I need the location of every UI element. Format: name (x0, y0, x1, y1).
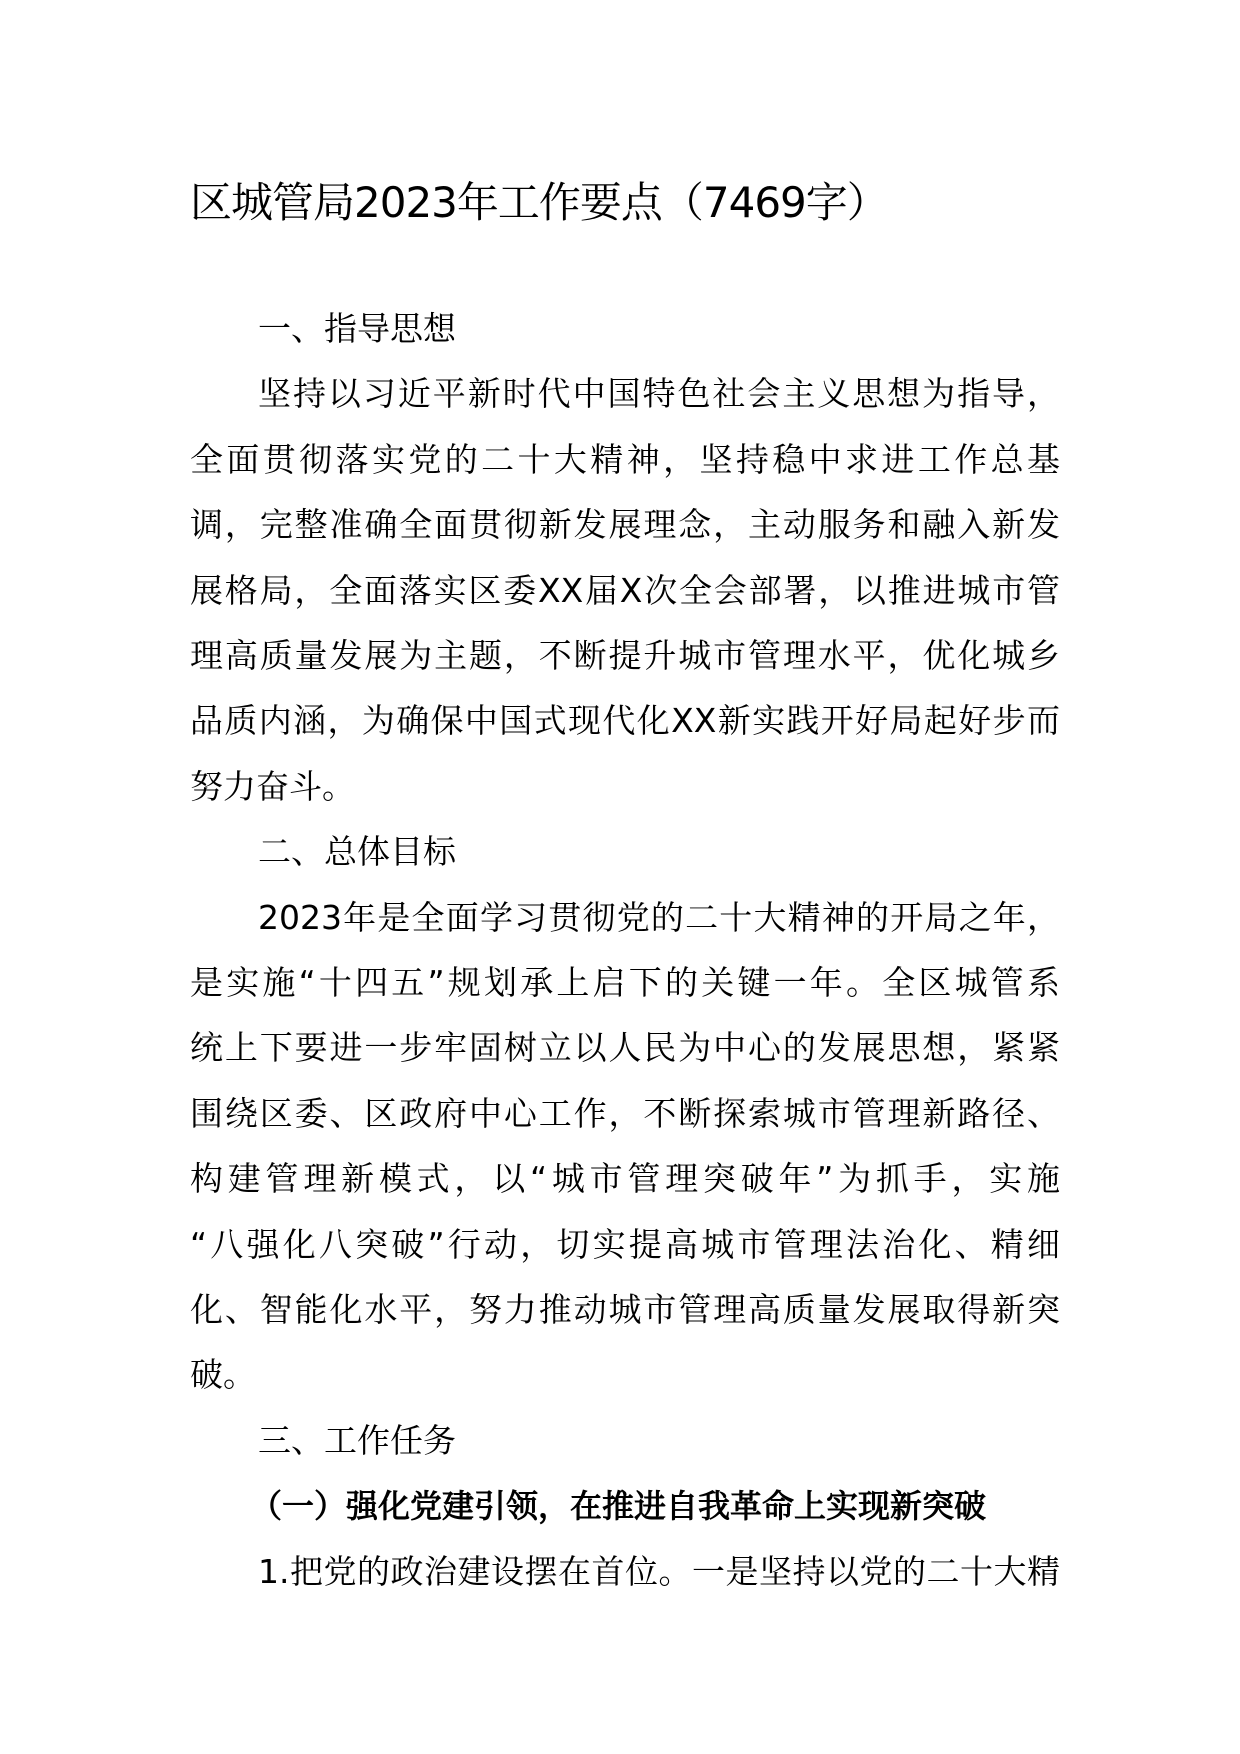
paragraph-line: “八强化八突破”行动，切实提高城市管理法治化、精细 (190, 1224, 1060, 1264)
paragraph-line: 2023年是全面学习贯彻党的二十大精神的开局之年， (258, 897, 1060, 937)
paragraph-line: 围绕区委、区政府中心工作，不断探索城市管理新路径、 (190, 1093, 1060, 1133)
paragraph-line: 努力奋斗。 (190, 766, 355, 806)
section-heading: 一、指导思想 (258, 309, 456, 348)
paragraph-line: 化、智能化水平，努力推动城市管理高质量发展取得新突 (190, 1290, 1060, 1329)
paragraph-line: 破。 (190, 1355, 256, 1395)
section-heading: 三、工作任务 (258, 1420, 456, 1460)
paragraph-line: 品质内涵，为确保中国式现代化XX新实践开好局起好步而 (190, 701, 1060, 741)
subsection-heading: （一）强化党建引领，在推进自我革命上实现新突破 (250, 1487, 987, 1526)
document-title: 区城管局2023年工作要点（7469字） (190, 178, 888, 227)
paragraph-line: 展格局，全面落实区委XX届X次全会部署，以推进城市管 (190, 570, 1060, 610)
section-heading: 二、总体目标 (258, 832, 456, 872)
paragraph-line: 统上下要进一步牢固树立以人民为中心的发展思想，紧紧 (190, 1028, 1060, 1068)
paragraph-line: 1.把党的政治建设摆在首位。一是坚持以党的二十大精 (258, 1551, 1060, 1591)
paragraph-line: 是实施“十四五”规划承上启下的关键一年。全区城管系 (190, 963, 1060, 1002)
paragraph-line: 理高质量发展为主题，不断提升城市管理水平，优化城乡 (190, 636, 1060, 675)
paragraph-line: 调，完整准确全面贯彻新发展理念，主动服务和融入新发 (190, 505, 1060, 545)
paragraph-line: 坚持以习近平新时代中国特色社会主义思想为指导， (258, 374, 1060, 414)
paragraph-line: 全面贯彻落实党的二十大精神，坚持稳中求进工作总基 (190, 439, 1060, 479)
paragraph-line: 构建管理新模式，以“城市管理突破年”为抓手，实施 (190, 1159, 1060, 1199)
